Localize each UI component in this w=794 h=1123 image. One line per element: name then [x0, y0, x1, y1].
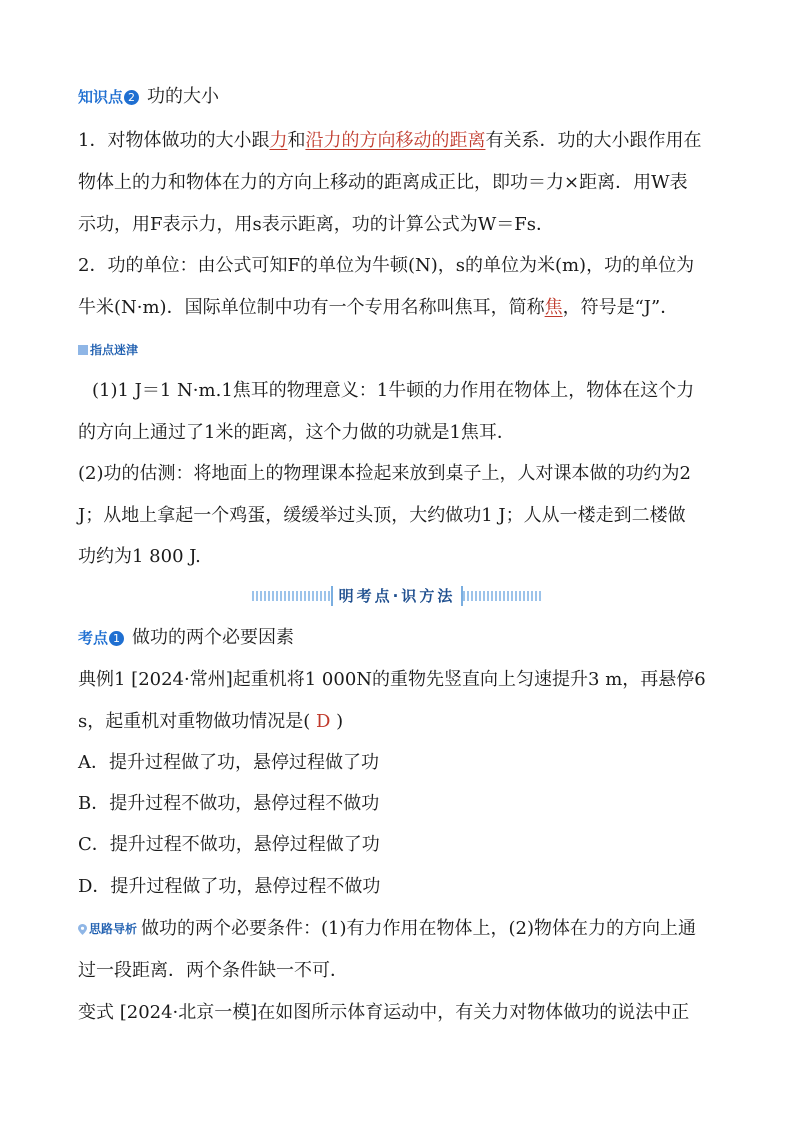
tip-line-3: (2)功的估测：将地面上的物理课本捡起来放到桌子上，人对课本做的功约为2 — [78, 463, 691, 484]
pin-icon — [78, 924, 87, 935]
exam-point-tag: 考点 — [78, 629, 109, 647]
analysis-line-1 — [78, 916, 696, 942]
answer-fill: 力 — [269, 130, 288, 151]
text: ) — [336, 711, 344, 732]
section-title: 功的大小 — [147, 86, 220, 107]
tip-line-2: 的方向上通过了1米的距离，这个力做的功就是1焦耳． — [78, 422, 515, 443]
answer-choice: D — [316, 711, 331, 732]
tip-line-5: 功约为1 800 J. — [78, 546, 201, 567]
section-title: 做功的两个必要因素 — [132, 627, 295, 648]
text: 做功的两个必要条件：(1)有力作用在物体上，(2)物体在力的方向上通 — [141, 918, 697, 939]
tip-line-4: J；从地上拿起一个鸡蛋，缓缓举过头顶，大约做功1 J；人从一楼走到二楼做 — [78, 505, 686, 526]
tip-line-1: (1)1 J＝1 N·m.1焦耳的物理意义：1牛顿的力作用在物体上，物体在这个力 — [92, 380, 695, 401]
answer-fill: 焦 — [544, 297, 563, 318]
section-heading-knowledge-2 — [78, 84, 219, 110]
analysis-label-text: 思路导析 — [89, 922, 138, 936]
answer-fill: 沿力的方向移动的距离 — [305, 130, 486, 151]
text: 有关系．功的大小跟作用在 — [485, 130, 702, 151]
text: 和 — [287, 130, 306, 151]
banner-stripe-left — [252, 591, 331, 601]
analysis-line-2: 过一段距离．两个条件缺一不可． — [78, 960, 348, 981]
banner-stripe-right — [463, 591, 542, 601]
option-a: A．提升过程做了功，悬停过程做了功 — [78, 752, 379, 773]
knowledge-point-tag: 知识点 — [78, 88, 124, 106]
paragraph-1-line-1 — [78, 128, 701, 154]
text: ，符号是“J”． — [562, 297, 679, 318]
tip-label — [78, 341, 138, 358]
option-b: B．提升过程不做功，悬停过程不做功 — [78, 793, 380, 814]
text: 1．对物体做功的大小跟 — [78, 130, 270, 151]
paragraph-1-line-3: 示功，用F表示力，用s表示距离，功的计算公式为W＝Fs． — [78, 214, 554, 235]
paragraph-2-line-1: 2．功的单位：由公式可知F的单位为牛顿(N)，s的单位为米(m)，功的单位为 — [78, 255, 695, 276]
tip-icon — [78, 345, 88, 355]
variant-line-1: 变式 [2024·北京一模]在如图所示体育运动中，有关力对物体做功的说法中正 — [78, 1002, 690, 1023]
example-line-2 — [78, 709, 343, 735]
number-badge-icon: 2 — [124, 90, 139, 105]
paragraph-1-line-2: 物体上的力和物体在力的方向上移动的距离成正比，即功＝力×距离．用W表 — [78, 172, 688, 193]
option-c: C．提升过程不做功，悬停过程做了功 — [78, 834, 380, 855]
tip-label-text: 指点迷津 — [90, 343, 139, 357]
text: s，起重机对重物做功情况是( — [78, 711, 311, 732]
number-badge-icon: 1 — [109, 631, 124, 646]
section-banner — [252, 585, 542, 607]
option-d: D．提升过程做了功，悬停过程不做功 — [78, 876, 381, 897]
example-line-1: 典例1 [2024·常州]起重机将1 000N的重物先竖直向上匀速提升3 m，再悬停6 — [78, 669, 706, 690]
section-heading-exam-1 — [78, 625, 294, 651]
text: 牛米(N·m)．国际单位制中功有一个专用名称叫焦耳，简称 — [78, 297, 545, 318]
banner-title: 明考点·识方法 — [331, 586, 464, 606]
analysis-label — [78, 916, 137, 942]
paragraph-2-line-2 — [78, 295, 678, 321]
